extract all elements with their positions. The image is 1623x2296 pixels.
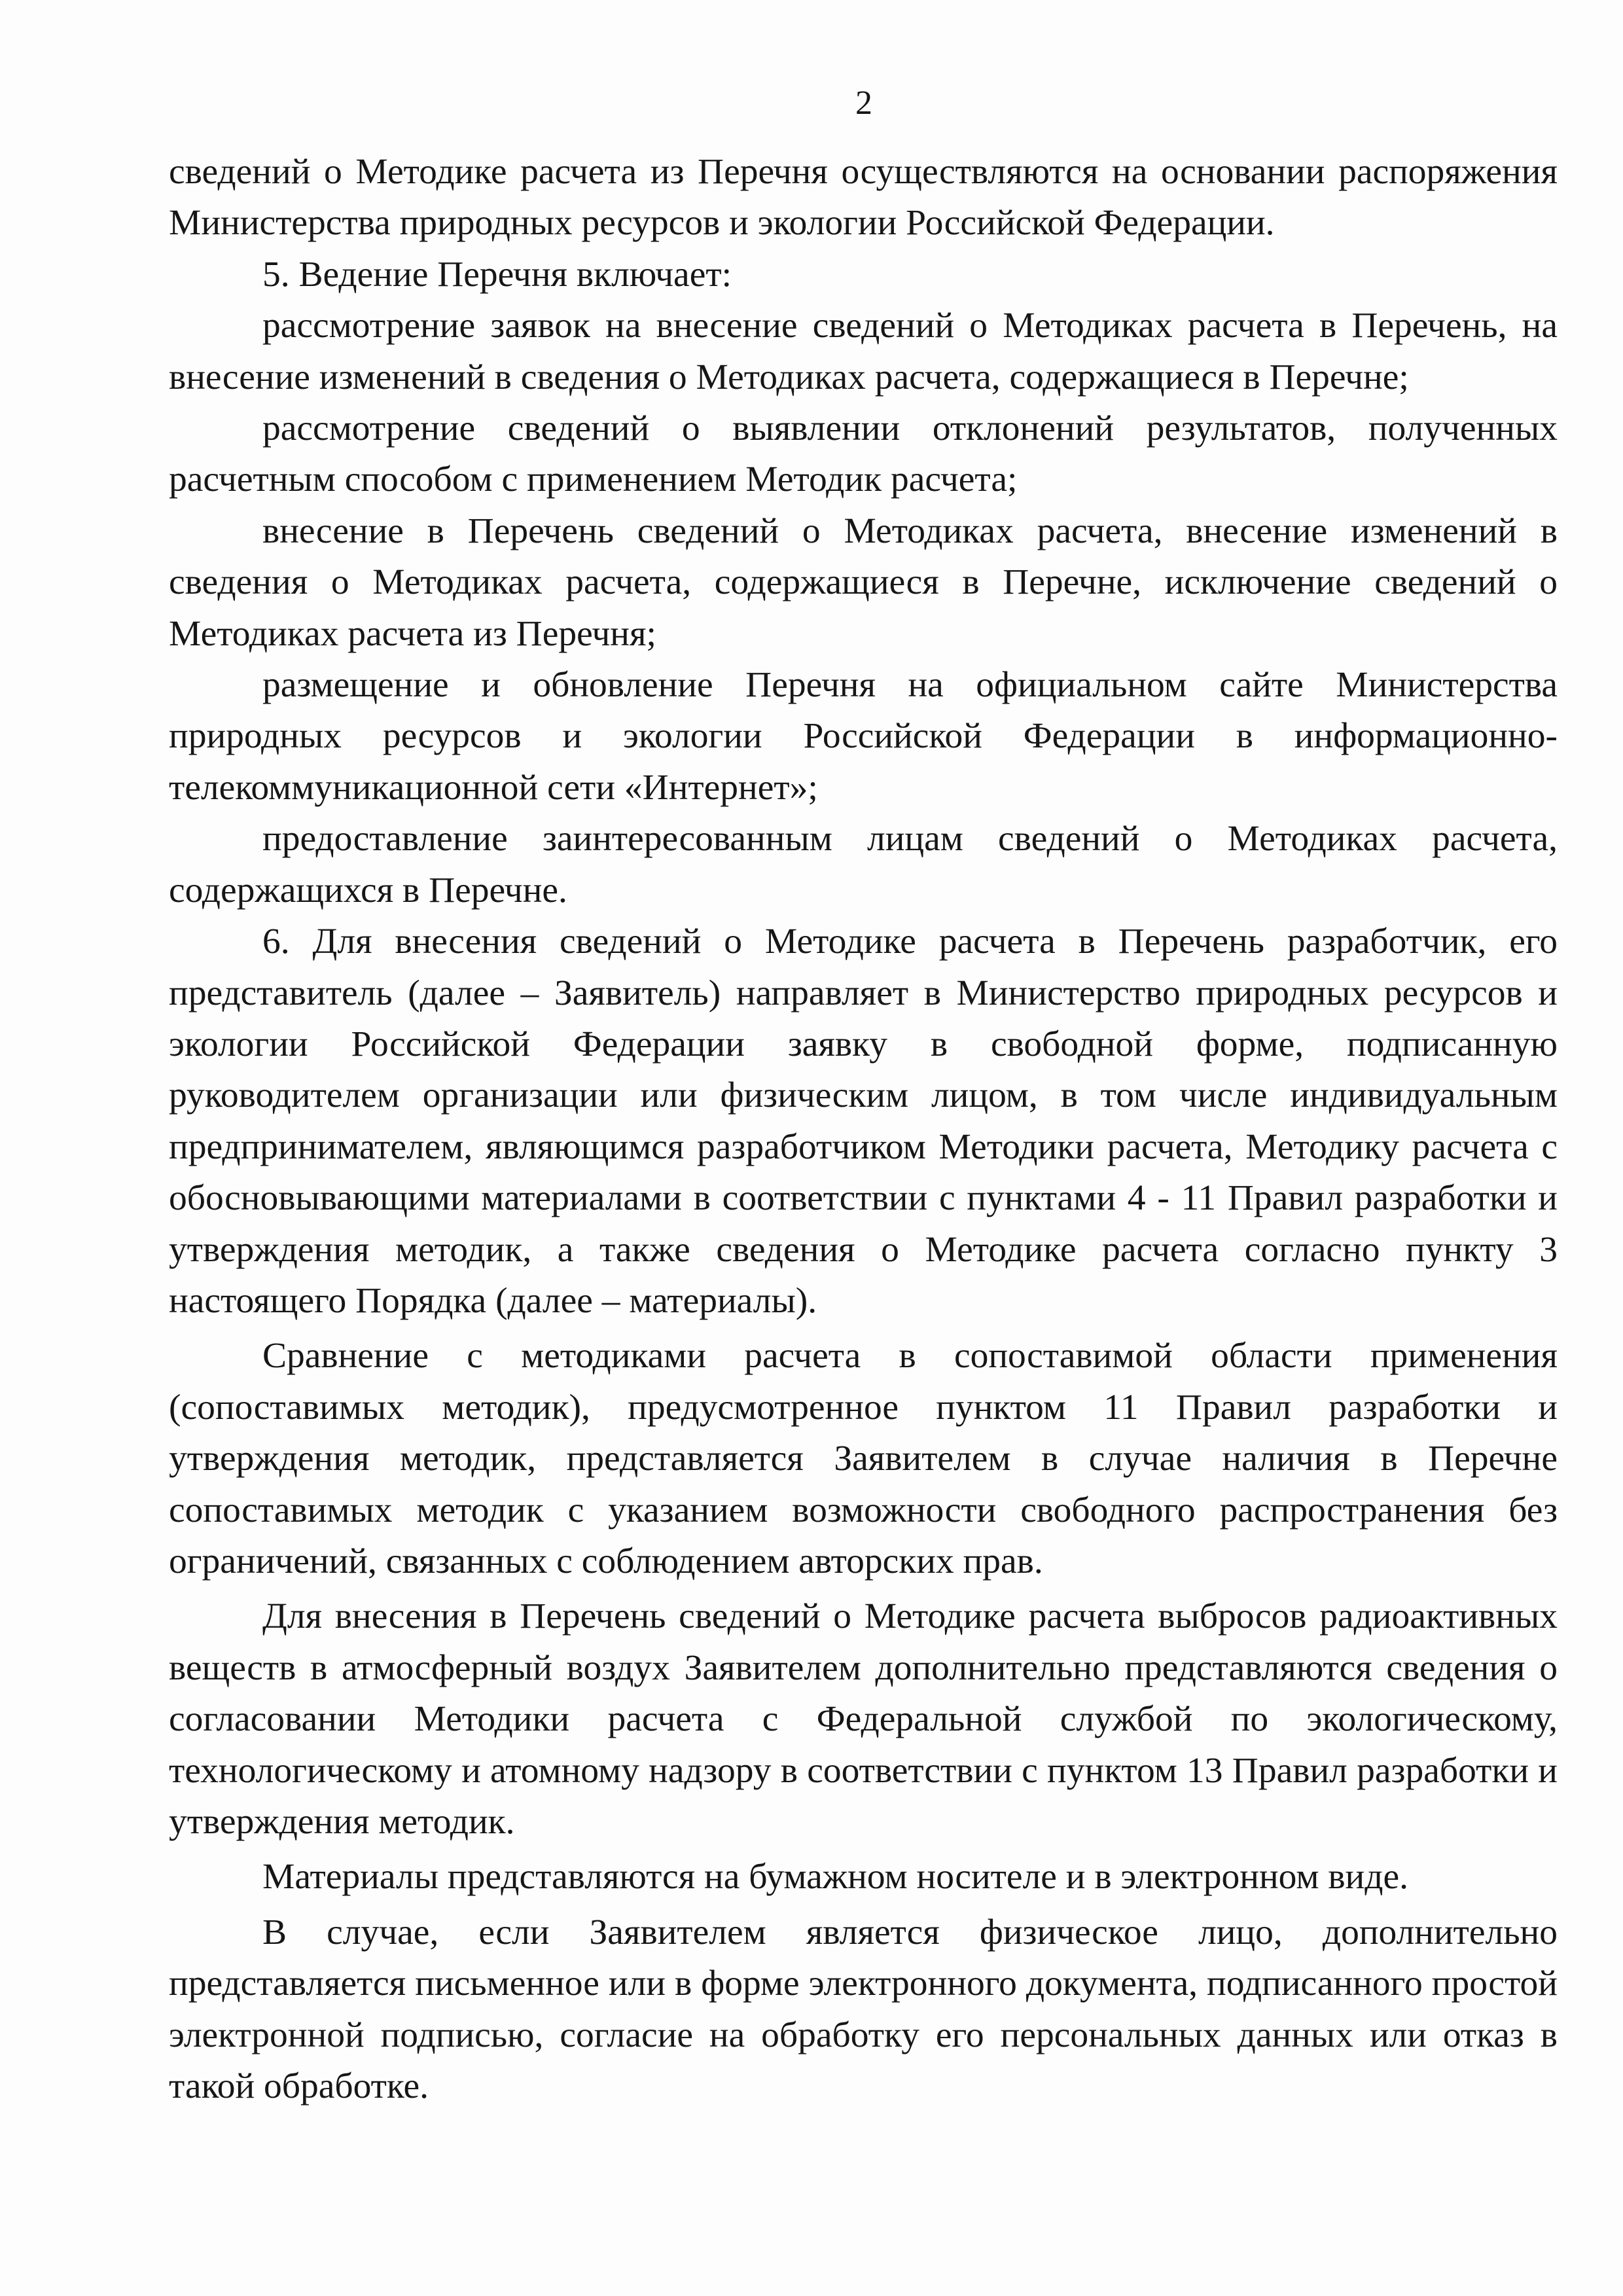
paragraph-item-5: 5. Ведение Перечня включает: (262, 254, 732, 295)
paragraph-publication: размещение и обновление Перечня на официальном сайте Министерства природных ресурсов и экологии Российской Федерации в информационно-телекоммуникационной сети «Интернет»; (169, 665, 1558, 808)
paragraph-radioactive: Для внесения в Перечень сведений о Методике расчета выбросов радиоактивных веществ в атмосферный воздух Заявителем дополнительно представляются сведения о согласовании Методики расчета с Федеральной службой по экологическому, технологическому и атомному надзору в соответствии с пунктом 13 Правил разработки и утверждения методик. (169, 1596, 1558, 1842)
paragraph-personal-data: В случае, если Заявителем является физическое лицо, дополнительно представляется письменное или в форме электронного документа, подписанного простой электронной подписью, согласие на обработку его персональных данных или отказ в такой обработке. (169, 1912, 1558, 2107)
page-number: 2 (855, 84, 872, 122)
document-body (169, 147, 1558, 2112)
paragraph-review-deviations: рассмотрение сведений о выявлении отклонений результатов, полученных расчетным способом с применением Методик расчета; (169, 408, 1558, 500)
paragraph-comparison: Сравнение с методиками расчета в сопоставимой области применения (сопоставимых методик), предусмотренное пунктом 11 Правил разработки и утверждения методик, представляется Заявителем в случае наличия в Перечне сопоставимых методик с указанием возможности свободного распространения без ограничений, связанных с соблюдением авторских прав. (169, 1336, 1558, 1581)
paragraph-review-applications: рассмотрение заявок на внесение сведений о Методиках расчета в Перечень, на внесение изменений в сведения о Методиках расчета, содержащиеся в Перечне; (169, 306, 1558, 397)
paragraph-inclusion-changes: внесение в Перечень сведений о Методиках расчета, внесение изменений в сведения о Методиках расчета, содержащиеся в Перечне, исключение сведений о Методиках расчета из Перечня; (169, 511, 1558, 654)
paragraph-provision: предоставление заинтересованным лицам сведений о Методиках расчета, содержащихся в Перечне. (169, 819, 1558, 910)
paragraph-materials-format: Материалы представляются на бумажном носителе и в электронном виде. (262, 1857, 1408, 1897)
paragraph-continuation: сведений о Методике расчета из Перечня осуществляются на основании распоряжения Министерства природных ресурсов и экологии Российской Федерации. (169, 152, 1558, 243)
paragraph-item-6: 6. Для внесения сведений о Методике расчета в Перечень разработчик, его представитель (далее – Заявитель) направляет в Министерство природных ресурсов и экологии Российской Федерации заявку в свободной форме, подписанную руководителем организации или физическим лицом, в том числе индивидуальным предпринимателем, являющимся разработчиком Методики расчета, Методику расчета с обосновывающими материалами в соответствии с пунктами 4 - 11 Правил разработки и утверждения методик, а также сведения о Методике расчета согласно пункту 3 настоящего Порядка (далее – материалы). (169, 922, 1558, 1321)
